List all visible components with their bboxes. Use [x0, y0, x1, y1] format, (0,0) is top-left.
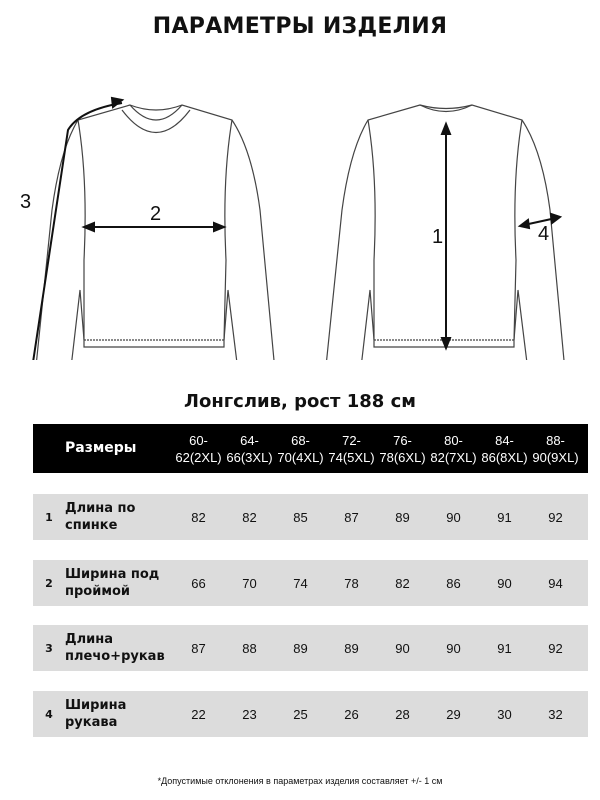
measurement-diagram: [0, 90, 600, 360]
table-cell: 82: [395, 575, 410, 591]
table-cell: 90: [497, 575, 512, 591]
size-header: 76- 78(6XL): [379, 432, 426, 465]
tolerance-note: *Допустимые отклонения в параметрах изделия составляет +/- 1 см: [157, 776, 443, 786]
table-row: [33, 560, 588, 606]
table-cell: 94: [548, 575, 563, 591]
table-cell: 78: [344, 575, 359, 591]
size-header: 84- 86(8XL): [481, 432, 528, 465]
product-subtitle: Лонгслив, рост 188 см: [184, 391, 416, 412]
table-row: [33, 625, 588, 671]
row-label: Длина по спинке: [65, 501, 136, 533]
table-cell: 88: [242, 640, 257, 656]
table-row: [33, 691, 588, 737]
table-cell: 23: [242, 706, 257, 722]
table-cell: 92: [548, 509, 563, 525]
arrow-3: [24, 103, 122, 360]
table-cell: 92: [548, 640, 563, 656]
table-cell: 87: [344, 509, 359, 525]
label-3: 3: [20, 191, 32, 213]
table-cell: 85: [293, 509, 308, 525]
table-cell: 82: [242, 509, 257, 525]
table-cell: 30: [497, 706, 512, 722]
table-cell: 26: [344, 706, 359, 722]
table-cell: 25: [293, 706, 308, 722]
table-cell: 32: [548, 706, 563, 722]
row-label: Ширина под проймой: [65, 567, 160, 599]
table-cell: 89: [395, 509, 410, 525]
size-header: 60- 62(2XL): [175, 432, 222, 465]
table-row: [33, 494, 588, 540]
table-cell: 29: [446, 706, 461, 722]
row-number: 4: [45, 707, 53, 721]
table-cell: 91: [497, 640, 512, 656]
table-cell: 90: [446, 509, 461, 525]
table-cell: 82: [191, 509, 206, 525]
table-cell: 70: [242, 575, 257, 591]
table-cell: 87: [191, 640, 206, 656]
table-cell: 74: [293, 575, 308, 591]
size-header: 72- 74(5XL): [328, 432, 375, 465]
table-cell: 28: [395, 706, 410, 722]
table-cell: 89: [344, 640, 359, 656]
table-cell: 86: [446, 575, 461, 591]
size-header: 88- 90(9XL): [532, 432, 579, 465]
row-label: Длина плечо+рукав: [65, 632, 165, 664]
row-number: 1: [45, 510, 53, 524]
table-cell: 90: [446, 640, 461, 656]
table-cell: 91: [497, 509, 512, 525]
header-label: Размеры: [65, 440, 137, 456]
label-4: 4: [538, 223, 550, 245]
table-cell: 22: [191, 706, 206, 722]
size-header: 68- 70(4XL): [277, 432, 324, 465]
front-shirt: [30, 105, 280, 360]
row-label: Ширина рукава: [65, 698, 127, 730]
table-cell: 66: [191, 575, 206, 591]
page-title: ПАРАМЕТРЫ ИЗДЕЛИЯ: [152, 14, 448, 39]
size-table-header: [33, 424, 588, 473]
table-cell: 89: [293, 640, 308, 656]
row-number: 3: [45, 641, 53, 655]
row-number: 2: [45, 576, 53, 590]
table-cell: 90: [395, 640, 410, 656]
label-2: 2: [150, 203, 162, 225]
label-1: 1: [432, 226, 444, 248]
size-header: 80- 82(7XL): [430, 432, 477, 465]
size-header: 64- 66(3XL): [226, 432, 273, 465]
